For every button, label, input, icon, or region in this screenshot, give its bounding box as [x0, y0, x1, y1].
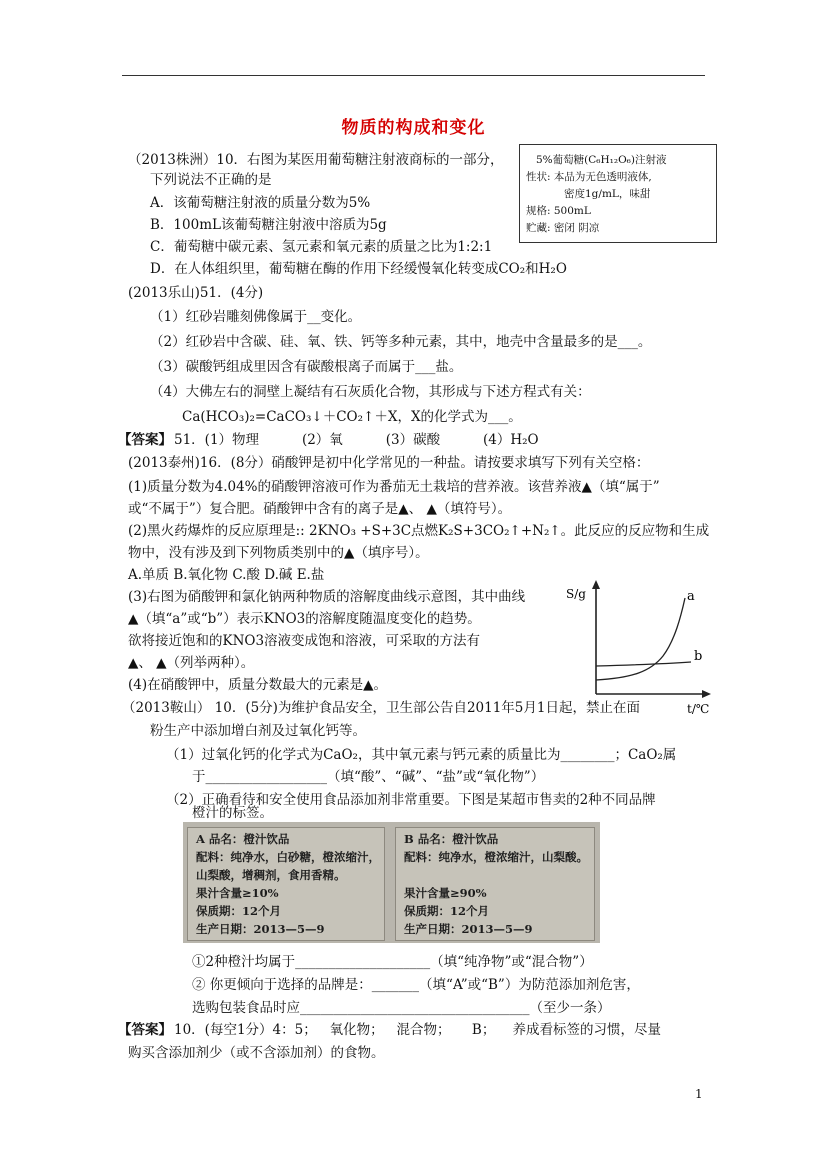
- q4-choice1: ①2种橙汁均属于____________________（填“纯净物”或“混合物”）: [192, 954, 593, 970]
- q3-part3b: ▲（填“a”或“b”）表示KNO3的溶解度随温度变化的趋势。: [128, 611, 481, 627]
- q1-option-b: B．100mL该葡萄糖注射液中溶质为5g: [150, 217, 387, 233]
- q4-sub1: （1）过氧化钙的化学式为CaO₂，其中氧元素与钙元素的质量比为________；CaO₂属: [166, 747, 677, 763]
- q4-answer: 10．(每空1分）4：5； 氧化物； 混合物； B； 养成看标签的习惯，尽量: [174, 1022, 662, 1038]
- label-a-date: 生产日期：2013—5—9: [196, 922, 325, 936]
- q3-part2b: 物中，没有涉及到下列物质类别中的▲（填序号）。: [128, 545, 429, 561]
- label-b-juice: 果汁含量≥90%: [404, 886, 487, 900]
- page-title: 物质的构成和变化: [341, 118, 486, 138]
- q4-sub2b: 橙汁的标签。: [192, 805, 273, 821]
- juice-label-a: [187, 827, 385, 941]
- label-a-ingredients-2: 山梨酸，增稠剂，食用香精。: [196, 868, 346, 882]
- curve-a: [596, 598, 685, 680]
- curve-b: [596, 662, 691, 666]
- q3-part1b: 或“不属于”）复合肥。硝酸钾中含有的离子是▲、 ▲（填符号）。: [128, 501, 512, 517]
- q4-head-2: 粉生产中添加增白剂及过氧化钙等。: [150, 723, 366, 739]
- glucose-label-line: 性状: 本品为无色透明液体,: [526, 171, 652, 183]
- q1-option-c: C．葡萄糖中碳元素、氢元素和氧元素的质量之比为1:2:1: [150, 239, 493, 255]
- q1-option-d: D．在人体组织里，葡萄糖在酶的作用下经缓慢氧化转变成CO₂和H₂O: [150, 261, 567, 277]
- label-b-ingredients: 配料：纯净水，橙浓缩汁，山梨酸。: [404, 850, 588, 864]
- glucose-label-line: 5%葡萄糖(C₆H₁₂O₆)注射液: [536, 154, 667, 166]
- graph-xlabel: t/℃: [687, 702, 710, 716]
- q2-head: (2013乐山)51．(4分): [128, 285, 264, 301]
- q2-equation: Ca(HCO₃)₂=CaCO₃↓＋CO₂↑＋X，X的化学式为___。: [182, 409, 522, 425]
- q3-part4: (4)在硝酸钾中，质量分数最大的元素是▲。: [128, 677, 388, 693]
- q4-choice2: ② 你更倾向于选择的品牌是：_______（填“A”或“B”）为防范添加剂危害，: [192, 977, 640, 993]
- curve-a-label: a: [687, 589, 695, 604]
- q4-sub1b: 于__________________（填“酸”、“碱”、“盐”或“氧化物”）: [192, 769, 545, 785]
- q2-sub2: （2）红砂岩中含碳、硅、氧、铁、钙等多种元素，其中，地壳中含量最多的是___。: [150, 334, 652, 350]
- label-b-shelf: 保质期：12个月: [404, 904, 490, 918]
- q4-choice3: 选购包装食品时应__________________________________（至少一条）: [192, 1000, 611, 1016]
- q3-part2c: A.单质 B.氧化物 C.酸 D.碱 E.盐: [128, 567, 325, 583]
- q2-sub1: （1）红砂岩雕刻佛像属于__变化。: [150, 309, 362, 325]
- label-b-name: B 品名：橙汁饮品: [404, 832, 499, 846]
- glucose-label-line: 贮藏: 密闭 阴凉: [526, 222, 600, 234]
- glucose-label-line: 密度1g/mL，味甜: [564, 188, 651, 200]
- label-a-juice: 果汁含量≥10%: [196, 886, 279, 900]
- label-b-date: 生产日期：2013—5—9: [404, 922, 533, 936]
- q3-head: (2013泰州)16．(8分）硝酸钾是初中化学常见的一种盐。请按要求填写下列有关空格：: [128, 455, 650, 471]
- juice-label-b: [395, 827, 595, 941]
- q2-sub3: （3）碳酸钙组成里因含有碳酸根离子而属于___盐。: [150, 359, 463, 375]
- q3-part3: (3)右图为硝酸钾和氯化钠两种物质的溶解度曲线示意图，其中曲线: [128, 589, 526, 605]
- header-rule: [122, 75, 705, 76]
- solubility-graph: [563, 576, 713, 716]
- page-number: 1: [695, 1087, 703, 1101]
- graph-x-arrow: [702, 690, 711, 698]
- q3-part1: (1)质量分数为4.04%的硝酸钾溶液可作为番茄无土栽培的营养液。该营养液▲（填“属于”: [128, 479, 660, 495]
- q2-sub4: （4）大佛左右的洞壁上凝结有石灰质化合物，其形成与下述方程式有关：: [150, 384, 591, 400]
- answer-label: 【答案】: [118, 1022, 172, 1038]
- juice-labels-photo: [183, 822, 600, 943]
- q3-part3c: 欲将接近饱和的KNO3溶液变成饱和溶液，可采取的方法有: [128, 633, 481, 649]
- glucose-label-box: [519, 144, 717, 243]
- q1-stem-2: 下列说法不正确的是: [150, 172, 272, 188]
- q2-answer: 51．(1）物理 (2）氧 (3）碳酸 (4）H₂O: [174, 432, 539, 448]
- q3-part3d: ▲、 ▲（列举两种）。: [128, 655, 255, 671]
- answer-label: 【答案】: [118, 432, 172, 448]
- label-a-name: A 品名：橙汁饮品: [196, 832, 290, 846]
- label-a-ingredients: 配料：纯净水，白砂糖，橙浓缩汁，: [196, 850, 380, 864]
- q4-sub2: （2）正确看待和安全使用食品添加剂非常重要。下图是某超市售卖的2种不同品牌: [166, 792, 656, 808]
- graph-y-arrow: [592, 580, 600, 589]
- q3-part2: (2)黑火药爆炸的反应原理是:: 2KNO₃ +S+3C点燃K₂S+3CO₂↑+N₂↑。此反应的反应物和生成: [128, 523, 710, 539]
- label-a-shelf: 保质期：12个月: [196, 904, 282, 918]
- curve-b-label: b: [694, 649, 703, 664]
- glucose-label-line: 规格: 500mL: [526, 205, 591, 217]
- q1-option-a: A．该葡萄糖注射液的质量分数为5%: [150, 195, 371, 211]
- q1-stem: （2013株洲）10．右图为某医用葡萄糖注射液商标的一部分，: [128, 152, 504, 168]
- q4-head: （2013鞍山） 10．(5分)为维护食品安全，卫生部公告自2011年5月1日起，禁止在面: [122, 700, 640, 716]
- q4-answer-2: 购买含添加剂少（或不含添加剂）的食物。: [128, 1045, 385, 1061]
- graph-ylabel: S/g: [566, 587, 586, 601]
